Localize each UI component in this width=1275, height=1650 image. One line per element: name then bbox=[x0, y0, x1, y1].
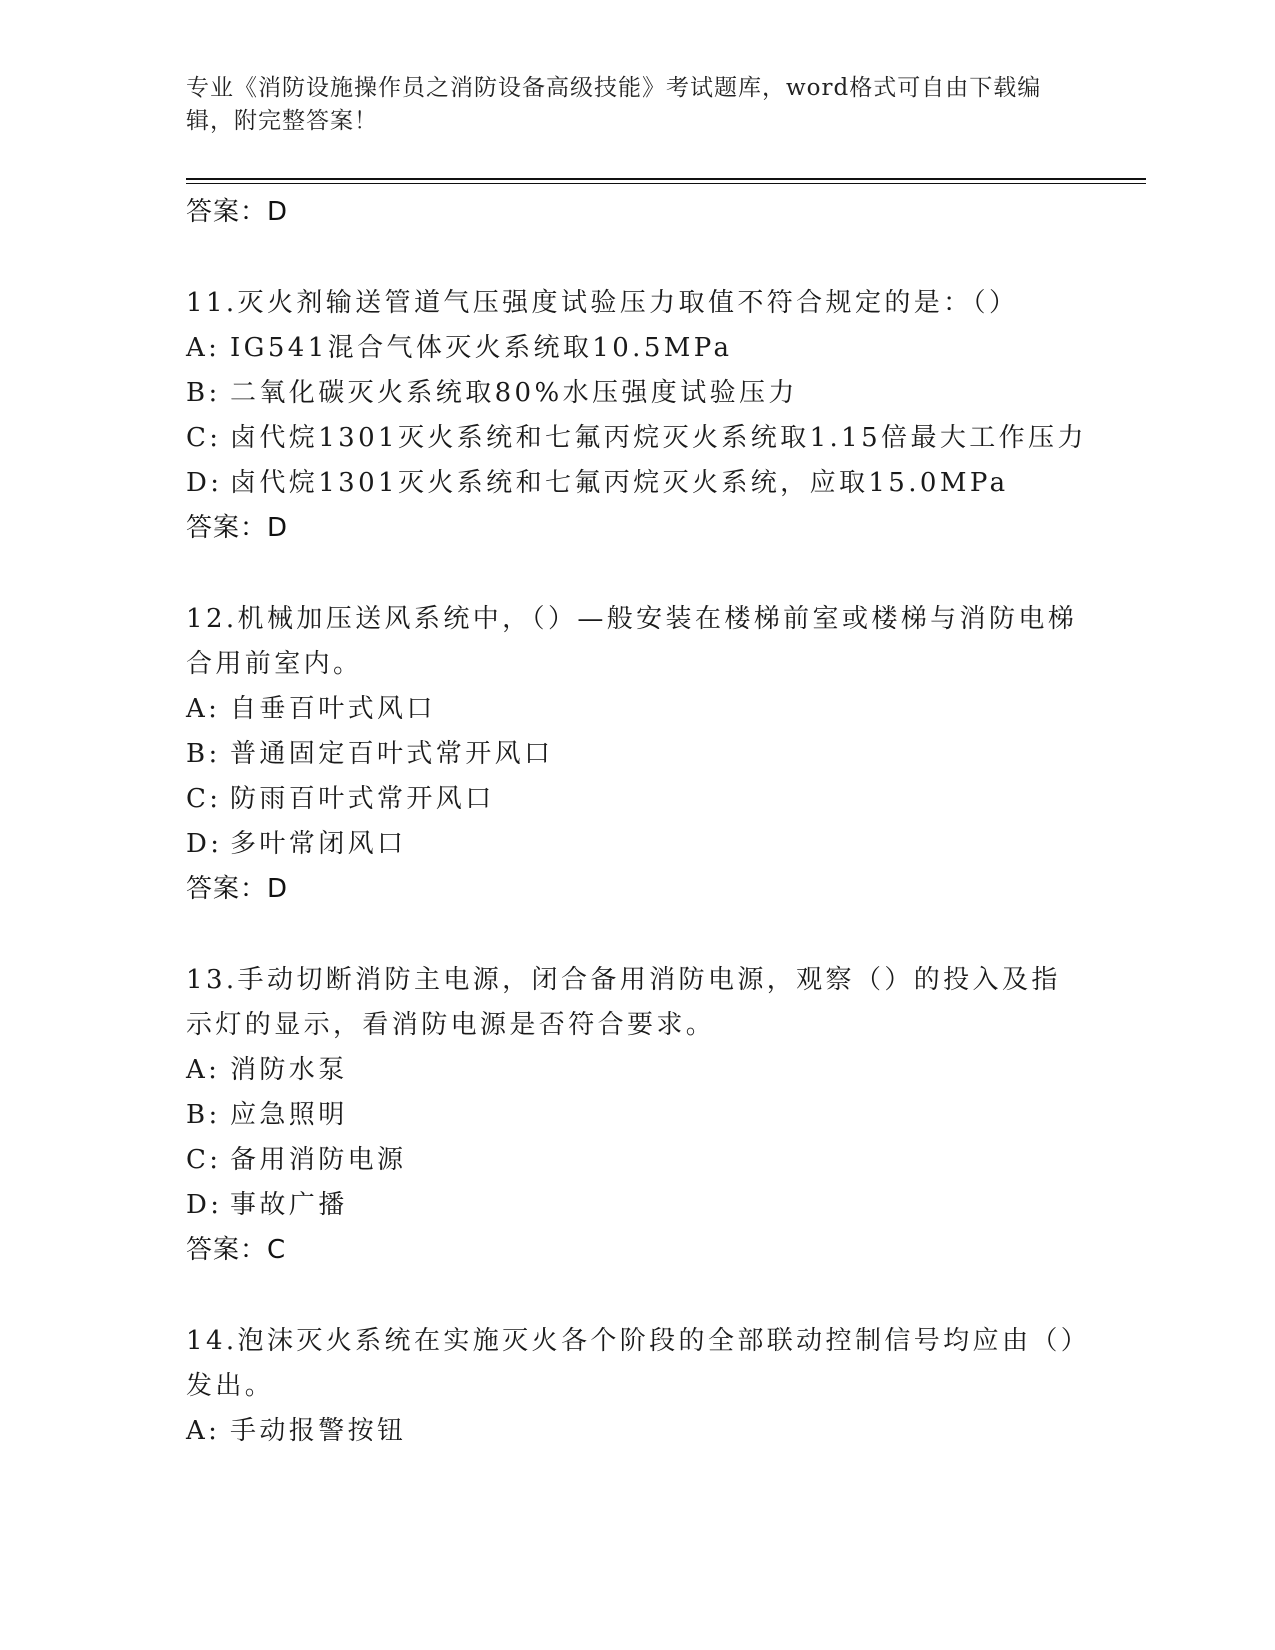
answer-value: C bbox=[267, 1235, 287, 1265]
option-text: IG541混合气体灭火系统取10.5MPa bbox=[230, 333, 733, 363]
answer-value: D bbox=[267, 197, 289, 227]
option-a bbox=[186, 326, 1086, 371]
answer-label: 答案： bbox=[186, 1235, 268, 1265]
option-letter: D: bbox=[186, 1190, 223, 1220]
answer-line bbox=[186, 1228, 1086, 1272]
question-stem: 13.手动切断消防主电源，闭合备用消防电源，观察（）的投入及指示灯的显示，看消防电源是否符合要求。 bbox=[186, 965, 1061, 1040]
option-text: 二氧化碳灭火系统取80%水压强度试验压力 bbox=[230, 378, 798, 408]
answer-value: D bbox=[267, 874, 289, 904]
answer-line bbox=[186, 506, 1086, 550]
answer-label: 答案： bbox=[186, 197, 268, 227]
option-letter: B: bbox=[186, 739, 221, 769]
option-text: 应急照明 bbox=[230, 1100, 348, 1130]
option-letter: B: bbox=[186, 1100, 221, 1130]
header-divider-thick bbox=[186, 178, 1146, 180]
option-d bbox=[186, 461, 1086, 506]
question-stem: 12.机械加压送风系统中，（）—般安装在楼梯前室或楼梯与消防电梯合用前室内。 bbox=[186, 604, 1078, 679]
option-a bbox=[186, 1048, 1086, 1093]
option-a bbox=[186, 1409, 1086, 1454]
answer-line bbox=[186, 190, 1086, 234]
option-text: 多叶常闭风口 bbox=[230, 829, 407, 859]
option-text: 自垂百叶式风口 bbox=[230, 694, 436, 724]
option-text: 普通固定百叶式常开风口 bbox=[230, 739, 554, 769]
option-text: 手动报警按钮 bbox=[230, 1416, 407, 1446]
option-letter: A: bbox=[186, 694, 221, 724]
question-item bbox=[186, 1319, 1086, 1454]
question-stem: 11.灭火剂输送管道气压强度试验压力取值不符合规定的是：（） bbox=[186, 288, 1019, 318]
question-list bbox=[186, 190, 1086, 1454]
question-item bbox=[186, 597, 1086, 911]
option-text: 消防水泵 bbox=[230, 1055, 348, 1085]
option-letter: C: bbox=[186, 1145, 222, 1175]
option-b bbox=[186, 371, 1086, 416]
option-letter: A: bbox=[186, 333, 221, 363]
option-b bbox=[186, 1093, 1086, 1138]
question-stem: 14.泡沫灭火系统在实施灭火各个阶段的全部联动控制信号均应由（）发出。 bbox=[186, 1326, 1078, 1401]
answer-value: D bbox=[267, 513, 289, 543]
answer-label: 答案： bbox=[186, 874, 268, 904]
page-header: 专业《消防设施操作员之消防设备高级技能》考试题库，word格式可自由下载编辑，附完整答案！ bbox=[186, 75, 1042, 134]
answer-line bbox=[186, 867, 1086, 911]
option-letter: D: bbox=[186, 468, 223, 498]
option-b bbox=[186, 732, 1086, 777]
option-text: 事故广播 bbox=[230, 1190, 348, 1220]
question-item bbox=[186, 958, 1086, 1272]
option-d bbox=[186, 1183, 1086, 1228]
option-letter: C: bbox=[186, 423, 222, 453]
option-c bbox=[186, 777, 1086, 822]
option-letter: D: bbox=[186, 829, 223, 859]
option-text: 防雨百叶式常开风口 bbox=[230, 784, 495, 814]
option-letter: A: bbox=[186, 1055, 221, 1085]
option-d bbox=[186, 822, 1086, 867]
option-letter: A: bbox=[186, 1416, 221, 1446]
option-text: 备用消防电源 bbox=[230, 1145, 407, 1175]
option-c bbox=[186, 1138, 1086, 1183]
answer-label: 答案： bbox=[186, 513, 268, 543]
option-text: 卤代烷1301灭火系统和七氟丙烷灭火系统取1.15倍最大工作压力 bbox=[230, 423, 1087, 453]
option-a bbox=[186, 687, 1086, 732]
option-c bbox=[186, 416, 1086, 461]
option-text: 卤代烷1301灭火系统和七氟丙烷灭火系统，应取15.0MPa bbox=[230, 468, 1009, 498]
question-item bbox=[186, 281, 1086, 550]
header-divider-thin bbox=[186, 183, 1146, 184]
option-letter: C: bbox=[186, 784, 222, 814]
option-letter: B: bbox=[186, 378, 221, 408]
